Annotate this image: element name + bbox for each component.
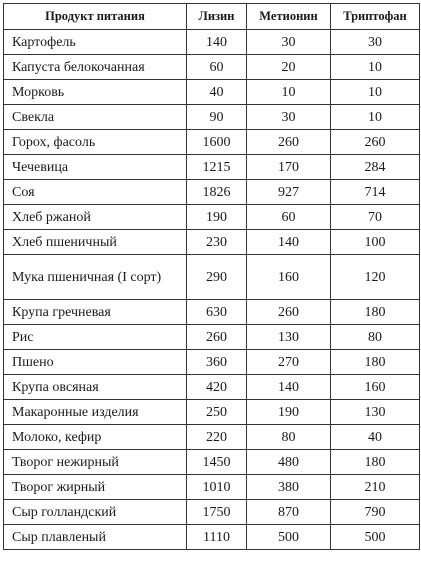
lysine-value: 1826 (187, 180, 247, 205)
product-name: Крупа гречневая (4, 300, 187, 325)
tryptophan-value: 120 (331, 255, 420, 300)
table-body (4, 30, 420, 550)
product-name: Соя (4, 180, 187, 205)
methionine-value: 80 (247, 425, 331, 450)
table-row (4, 500, 420, 525)
product-name: Свекла (4, 105, 187, 130)
methionine-value: 380 (247, 475, 331, 500)
table-row (4, 400, 420, 425)
product-name: Творог жирный (4, 475, 187, 500)
product-name: Картофель (4, 30, 187, 55)
methionine-value: 500 (247, 525, 331, 550)
lysine-value: 420 (187, 375, 247, 400)
header-product: Продукт питания (4, 4, 187, 30)
tryptophan-value: 10 (331, 80, 420, 105)
methionine-value: 130 (247, 325, 331, 350)
table-row (4, 105, 420, 130)
table-row (4, 230, 420, 255)
table-row (4, 525, 420, 550)
methionine-value: 260 (247, 300, 331, 325)
tryptophan-value: 80 (331, 325, 420, 350)
table-row (4, 375, 420, 400)
tryptophan-value: 260 (331, 130, 420, 155)
lysine-value: 360 (187, 350, 247, 375)
product-name: Рис (4, 325, 187, 350)
product-name: Творог нежирный (4, 450, 187, 475)
tryptophan-value: 210 (331, 475, 420, 500)
methionine-value: 10 (247, 80, 331, 105)
methionine-value: 30 (247, 30, 331, 55)
lysine-value: 1110 (187, 525, 247, 550)
methionine-value: 927 (247, 180, 331, 205)
lysine-value: 60 (187, 55, 247, 80)
methionine-value: 20 (247, 55, 331, 80)
lysine-value: 1600 (187, 130, 247, 155)
amino-acid-table-container (3, 3, 420, 550)
methionine-value: 140 (247, 375, 331, 400)
product-name: Мука пшеничная (I сорт) (4, 255, 187, 300)
tryptophan-value: 130 (331, 400, 420, 425)
product-name: Крупа овсяная (4, 375, 187, 400)
product-name: Макаронные изделия (4, 400, 187, 425)
methionine-value: 60 (247, 205, 331, 230)
table-row (4, 300, 420, 325)
lysine-value: 1010 (187, 475, 247, 500)
lysine-value: 250 (187, 400, 247, 425)
table-row (4, 130, 420, 155)
lysine-value: 220 (187, 425, 247, 450)
table-header-row (4, 4, 420, 30)
tryptophan-value: 714 (331, 180, 420, 205)
lysine-value: 90 (187, 105, 247, 130)
lysine-value: 290 (187, 255, 247, 300)
table-row (4, 325, 420, 350)
lysine-value: 40 (187, 80, 247, 105)
product-name: Молоко, кефир (4, 425, 187, 450)
methionine-value: 140 (247, 230, 331, 255)
methionine-value: 190 (247, 400, 331, 425)
tryptophan-value: 70 (331, 205, 420, 230)
methionine-value: 270 (247, 350, 331, 375)
product-name: Чечевица (4, 155, 187, 180)
table-row (4, 255, 420, 300)
tryptophan-value: 180 (331, 450, 420, 475)
product-name: Капуста белокочанная (4, 55, 187, 80)
tryptophan-value: 180 (331, 300, 420, 325)
amino-acid-table (3, 3, 420, 550)
tryptophan-value: 30 (331, 30, 420, 55)
header-lysine: Лизин (187, 4, 247, 30)
lysine-value: 190 (187, 205, 247, 230)
tryptophan-value: 100 (331, 230, 420, 255)
product-name: Сыр плавленый (4, 525, 187, 550)
methionine-value: 870 (247, 500, 331, 525)
table-row (4, 180, 420, 205)
table-row (4, 205, 420, 230)
table-row (4, 450, 420, 475)
lysine-value: 630 (187, 300, 247, 325)
methionine-value: 30 (247, 105, 331, 130)
tryptophan-value: 500 (331, 525, 420, 550)
table-row (4, 475, 420, 500)
table-row (4, 350, 420, 375)
tryptophan-value: 10 (331, 105, 420, 130)
lysine-value: 1215 (187, 155, 247, 180)
header-tryptophan: Триптофан (331, 4, 420, 30)
tryptophan-value: 40 (331, 425, 420, 450)
tryptophan-value: 160 (331, 375, 420, 400)
lysine-value: 1450 (187, 450, 247, 475)
lysine-value: 230 (187, 230, 247, 255)
tryptophan-value: 180 (331, 350, 420, 375)
methionine-value: 170 (247, 155, 331, 180)
lysine-value: 1750 (187, 500, 247, 525)
product-name: Горох, фасоль (4, 130, 187, 155)
table-row (4, 425, 420, 450)
table-row (4, 55, 420, 80)
table-row (4, 80, 420, 105)
lysine-value: 140 (187, 30, 247, 55)
product-name: Сыр голландский (4, 500, 187, 525)
product-name: Хлеб ржаной (4, 205, 187, 230)
lysine-value: 260 (187, 325, 247, 350)
product-name: Пшено (4, 350, 187, 375)
table-row (4, 155, 420, 180)
methionine-value: 160 (247, 255, 331, 300)
tryptophan-value: 10 (331, 55, 420, 80)
table-row (4, 30, 420, 55)
tryptophan-value: 284 (331, 155, 420, 180)
methionine-value: 260 (247, 130, 331, 155)
header-methionine: Метионин (247, 4, 331, 30)
product-name: Хлеб пшеничный (4, 230, 187, 255)
tryptophan-value: 790 (331, 500, 420, 525)
methionine-value: 480 (247, 450, 331, 475)
product-name: Морковь (4, 80, 187, 105)
